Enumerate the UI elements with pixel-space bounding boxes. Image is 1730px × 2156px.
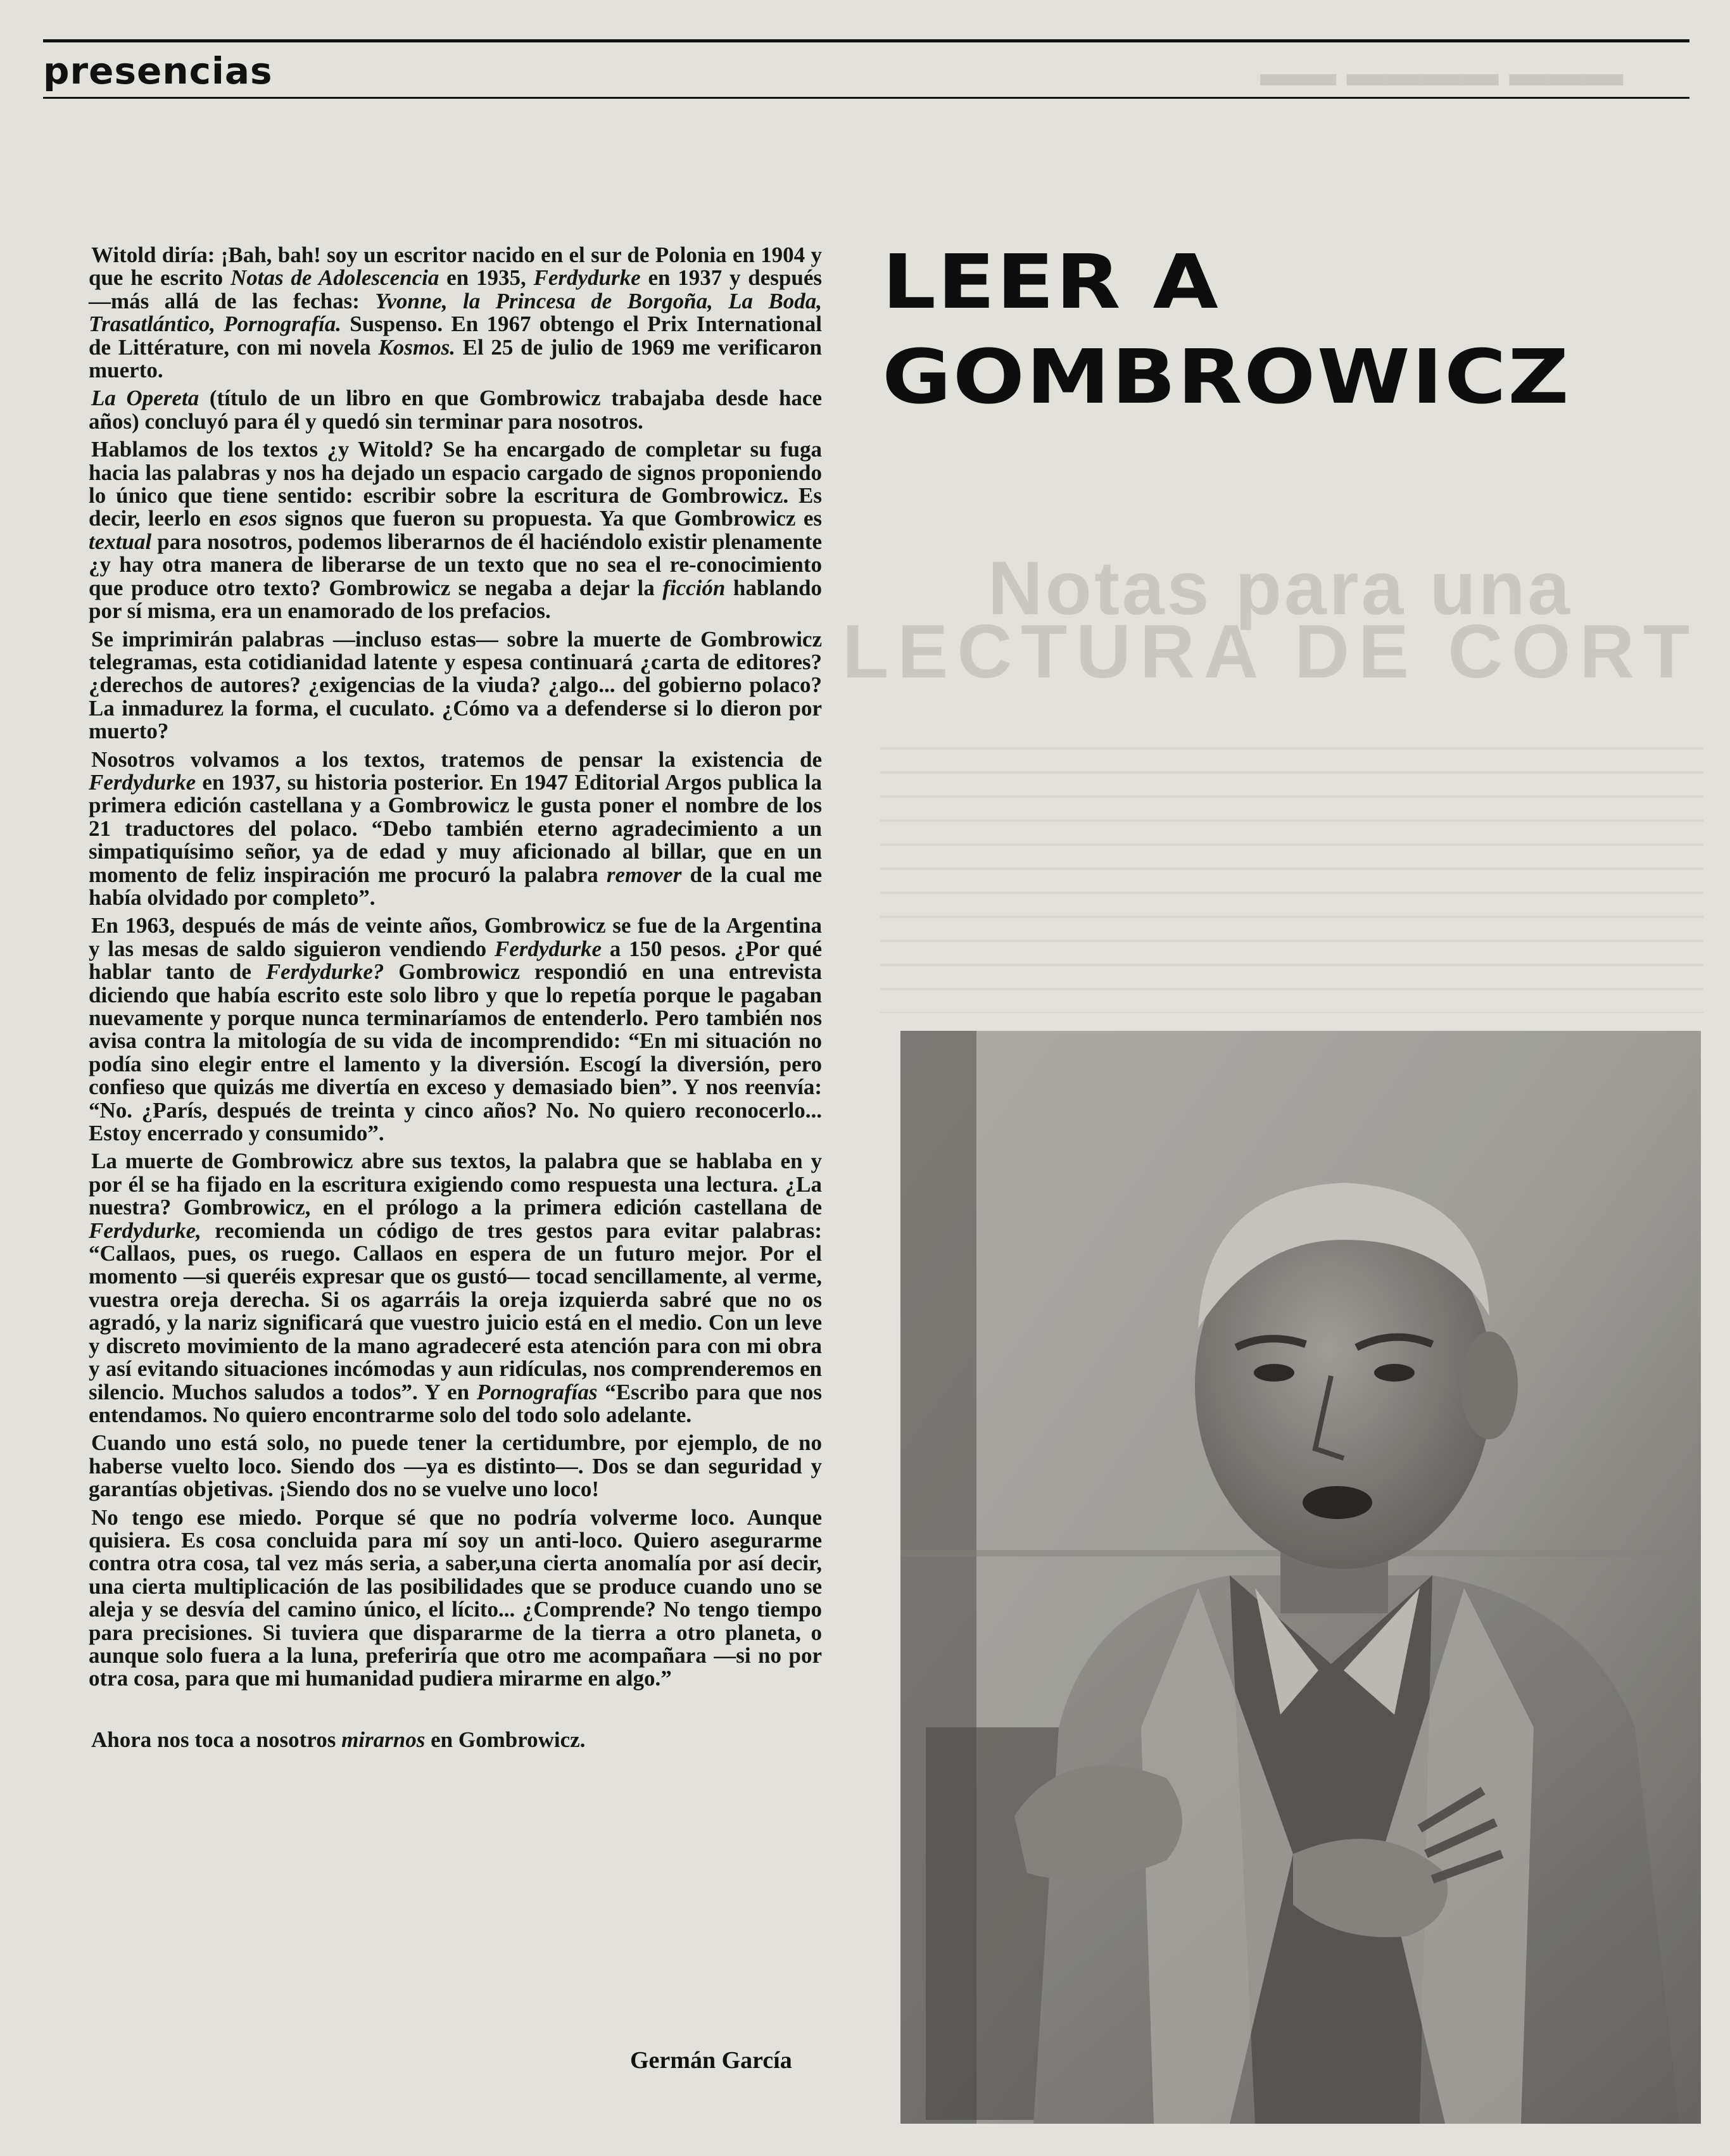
facing-page-bleed-title-1: Notas para una: [988, 546, 1572, 631]
paragraph-1: Witold diría: ¡Bah, bah! soy un escritor nacido en el sur de Polonia en 1904 y que he escrito Notas de Adolescencia en 1935, Ferdydurke en 1937 y después —más allá de las fechas: Yvonne, la Princesa de Borgoña, La Boda, Trasatlántico, Pornografía. Suspenso. En 1967 obtengo el Prix International de Littérature, con mi novela Kosmos. El 25 de julio de 1969 me verificaron muerto.: [89, 243, 823, 383]
facing-page-bleed-text: [880, 747, 1703, 1013]
author-signature: Germán García: [630, 2047, 792, 2074]
article-title: [882, 234, 1570, 424]
paragraph-10: Ahora nos toca a nosotros mirarnos en Gombrowicz.: [91, 1727, 586, 1752]
facing-page-bleed-title-2: LECTURA DE CORT: [842, 609, 1699, 694]
title-line-1: LEER A: [882, 238, 1220, 325]
portrait-illustration: [900, 1031, 1701, 2124]
paragraph-5: Nosotros volvamos a los textos, tratemos de pensar la existencia de Ferdydurke en 1937, su historia posterior. En 1947 Editorial Argos publica la primera edición castellana y a Gombrowicz le gusta poner el nombre de los 21 traductores del polaco. “Debo también eterno agradecimiento a un simpatiquísimo señor, ya de edad y muy aficionado al billar, que en un momento de feliz inspiración me procuró la palabra remover de la cual me había olvidado por completo”.: [89, 747, 823, 910]
paragraph-8: Cuando uno está solo, no puede tener la certidumbre, por ejemplo, de no haberse vuelto loco. Siendo dos —ya es distinto—. Dos se dan seguridad y garantías objetivas. ¡Siendo dos no se vuelve uno loco!: [89, 1430, 822, 1502]
paragraph-9: No tengo ese miedo. Porque sé que no podría volverme loco. Aunque quisiera. Es cosa concluida para mí soy un anti-loco. Quiero asegurarme contra otra cosa, tal vez más seria, a saber,una cierta anomalía por así decir, una cierta multiplicación de las posibilidades que se produce cuando uno se aleja y se desvía del camino único, el lícito... ¿Comprende? No tengo tiempo para precisiones. Si tuviera que dispararme de la tierra a otro planeta, o aunque solo fuera a la luna, preferiría que otro me acompañara —si no por otra cosa, para que mi humanidad pudiera mirarme en algo.”: [89, 1504, 822, 1691]
header-rule-top: [43, 39, 1689, 42]
section-heading: presencias: [43, 49, 273, 92]
header-rule-bottom: [43, 97, 1689, 99]
author-portrait-photo: [900, 1031, 1701, 2124]
paragraph-3: Hablamos de los textos ¿y Witold? Se ha encargado de completar su fuga hacia las palabras y nos ha dejado un espacio cargado de signos proponiendo lo único que tiene sentido: escribir sobre la escritura de Gombrowicz. Es decir, leerlo en esos signos que fueron su propuesta. Ya que Gombrowicz es textual para nosotros, podemos liberarnos de él haciéndolo existir plenamente ¿y hay otra manera de liberarse de un texto que no sea el re-conocimiento que produce otro texto? Gombrowicz se negaba a dejar la ficción hablando por sí misma, era un enamorado de los prefacios.: [89, 437, 822, 624]
title-line-2: GOMBROWICZ: [882, 333, 1570, 420]
article-body: [89, 244, 822, 1756]
facing-page-bleed-header: ▬▬ ▬▬▬▬ ▬▬▬: [1260, 51, 1624, 94]
paragraph-2: La Opereta (título de un libro en que Gombrowicz trabajaba desde hace años) concluyó para él y quedó sin terminar para nosotros.: [89, 386, 822, 434]
paragraph-7: La muerte de Gombrowicz abre sus textos, la palabra que se hablaba en y por él se ha fijado en la escritura exigiendo como respuesta una lectura. ¿La nuestra? Gombrowicz, en el prólogo a la primera edición castellana de Ferdydurke, recomienda un código de tres gestos para evitar palabras: “Callaos, pues, os ruego. Callaos en espera de un futuro mejor. Por el momento —si queréis expresar que os gustó— tocad sencillamente, al verme, vuestra oreja derecha. Si os agarráis la oreja izquierda sabré que no os agradó, y la nariz significará que vuestro juicio está en el medio. Con un leve y discreto movimiento de la mano agradeceré esta atención para con mi obra y así evitando situaciones incómodas y aun ridículas, nos comprenderemos en silencio. Muchos saludos a todos”. Y en Pornografías “Escribo para que nos entendamos. No quiero encontrarme solo del todo solo adelante.: [89, 1149, 822, 1427]
paragraph-4: Se imprimirán palabras —incluso estas— sobre la muerte de Gombrowicz telegramas, esta cotidianidad latente y espesa continuará ¿carta de editores? ¿derechos de autores? ¿exigencias de la viuda? ¿algo... del gobierno polaco? La inmadurez la forma, el cuculato. ¿Cómo va a defenderse si lo dieron por muerto?: [89, 626, 822, 744]
paragraph-6: En 1963, después de más de veinte años, Gombrowicz se fue de la Argentina y las mesas de saldo siguieron vendiendo Ferdydurke a 150 pesos. ¿Por qué hablar tanto de Ferdydurke? Gombrowicz respondió en una entrevista diciendo que había escrito este solo libro y que lo repetía porque le pagaban nuevamente y porque nunca terminaríamos de entenderlo. Pero también nos avisa contra la mitología de su vida de incomprendido: “En mi situación no podía sino elegir entre el lamento y la diversión. Escogí la diversión, pero confieso que quizás me divertía en exceso y demasiado bien”. Y nos reenvía: “No. ¿París, después de treinta y cinco años? No. No quiero reconocerlo... Estoy encerrado y consumido”.: [89, 913, 822, 1146]
